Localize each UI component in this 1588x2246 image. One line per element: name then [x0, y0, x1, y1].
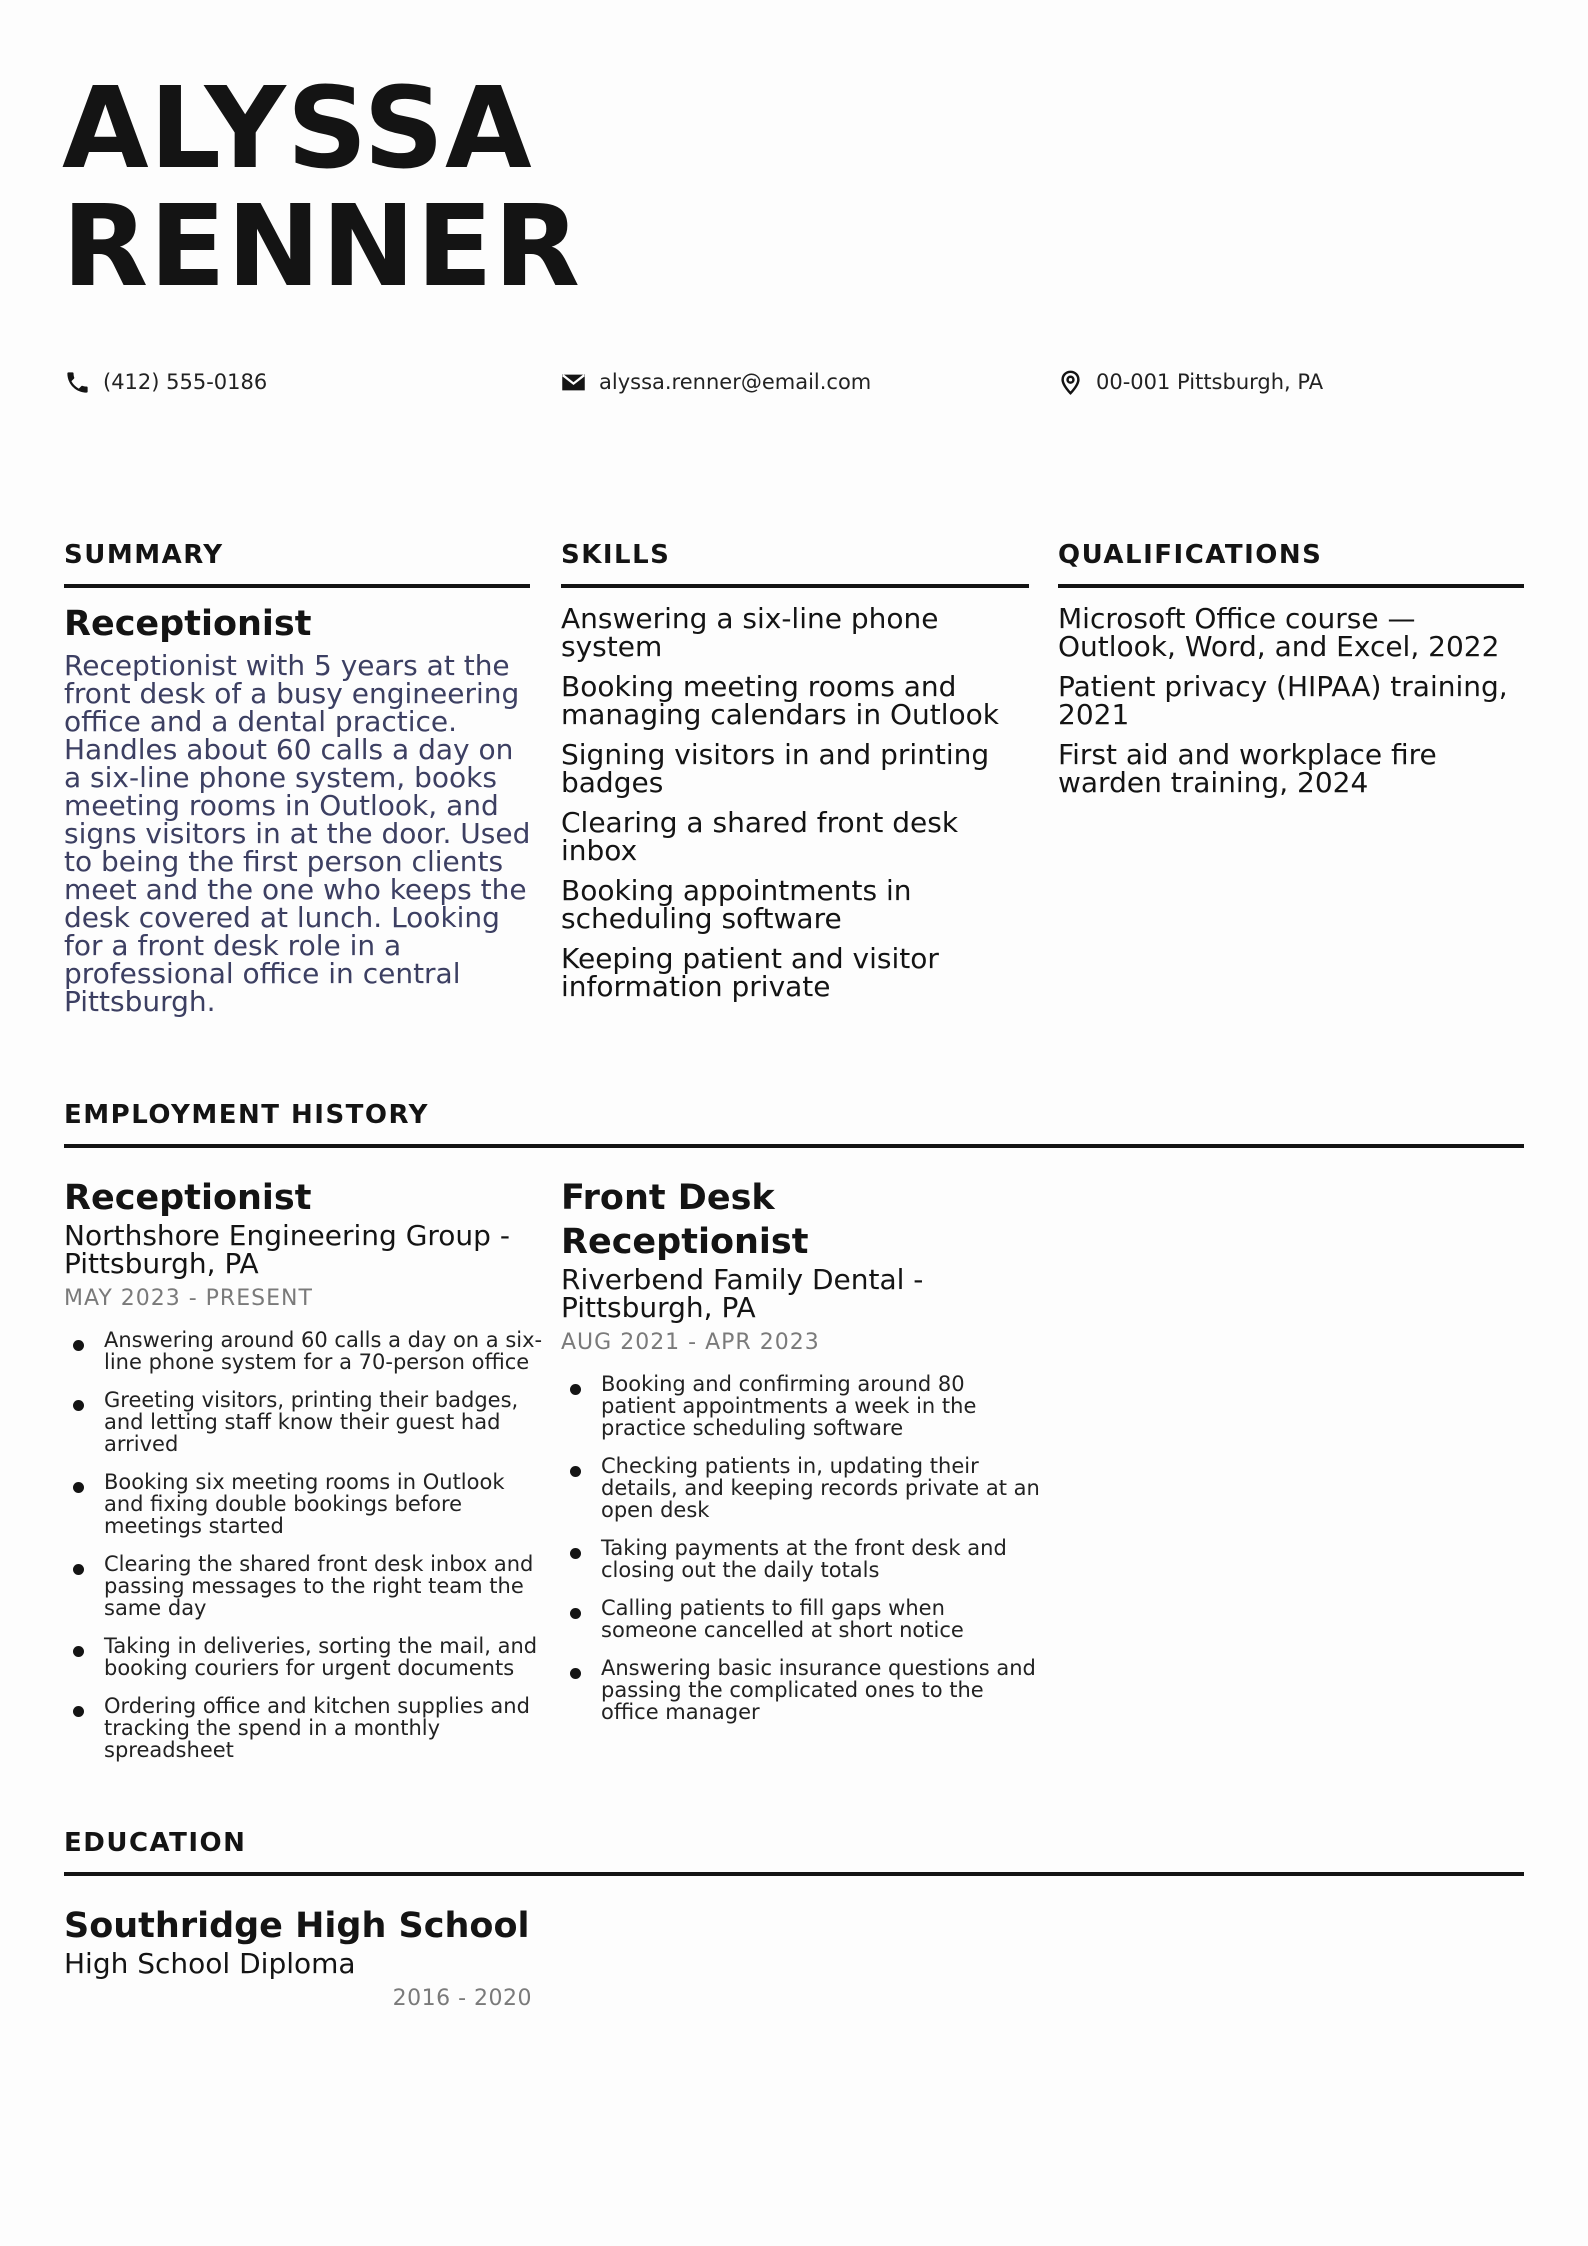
envelope-icon [560, 369, 587, 396]
job-dates: AUG 2021 - APR 2023 [561, 1330, 820, 1355]
job-entry [64, 1176, 543, 1777]
qualifications-heading: QUALIFICATIONS [1058, 540, 1323, 570]
skill-item: Signing visitors in and printing badges [561, 738, 990, 799]
employment-section [64, 1100, 1524, 1148]
last-name: RENNER [62, 182, 581, 312]
job-bullets [561, 1372, 1040, 1724]
summary-heading: SUMMARY [64, 540, 224, 570]
bullet-text: Clearing the shared front desk inbox and passing messages to the right team the same day [104, 1552, 534, 1620]
location-text: 00-001 Pittsburgh, PA [1096, 370, 1324, 394]
qualification-item: Patient privacy (HIPAA) training, 2021 [1058, 670, 1508, 731]
bullet-dot [73, 1646, 84, 1657]
skill-item: Booking meeting rooms and managing calendars in Outlook [561, 670, 999, 731]
bullet-dot [73, 1564, 84, 1575]
education-entry [64, 1904, 534, 2011]
bullet-text: Ordering office and kitchen supplies and tracking the spend in a monthly spreadsheet [104, 1694, 530, 1762]
job-entry [561, 1176, 1040, 1739]
degree: High School Diploma [64, 1947, 356, 1980]
job-bullet [64, 1553, 544, 1619]
job-bullet [561, 1537, 1041, 1581]
job-company: Riverbend Family Dental - Pittsburgh, PA [561, 1263, 924, 1324]
summary-title: Receptionist [64, 604, 312, 644]
contact-location [1057, 367, 1323, 397]
bullet-text: Answering basic insurance questions and passing the complicated ones to the office manager [601, 1656, 1036, 1724]
job-bullet [561, 1657, 1041, 1723]
bullet-dot [570, 1668, 581, 1679]
qualifications-section [1058, 540, 1524, 809]
skills-heading: SKILLS [561, 540, 671, 570]
education-divider [64, 1872, 1524, 1876]
job-bullet [64, 1471, 544, 1537]
phone-text: (412) 555-0186 [103, 370, 268, 394]
job-title: Receptionist [64, 1178, 312, 1218]
email-text: alyssa.renner@email.com [599, 370, 872, 394]
bullet-dot [570, 1466, 581, 1477]
skill-item: Keeping patient and visitor information private [561, 942, 939, 1003]
bullet-text: Booking six meeting rooms in Outlook and fixing double bookings before meetings started [104, 1470, 505, 1538]
bullet-dot [73, 1706, 84, 1717]
bullet-text: Calling patients to fill gaps when someone cancelled at short notice [601, 1596, 964, 1642]
bullet-text: Greeting visitors, printing their badges, and letting staff know their guest had arrived [104, 1388, 519, 1456]
education-dates: 2016 - 2020 [392, 1986, 532, 2011]
summary-section [64, 540, 530, 1016]
summary-divider [64, 584, 530, 588]
skill-item: Answering a six-line phone system [561, 602, 939, 663]
qualifications-divider [1058, 584, 1524, 588]
job-title: Front Desk Receptionist [561, 1178, 809, 1262]
job-bullets [64, 1328, 543, 1762]
bullet-text: Taking payments at the front desk and closing out the daily totals [601, 1536, 1007, 1582]
bullet-dot [570, 1384, 581, 1395]
bullet-text: Taking in deliveries, sorting the mail, and booking couriers for urgent documents [104, 1634, 538, 1680]
summary-text: Receptionist with 5 years at the front desk of a busy engineering office and a dental practice. Handles about 60 calls a day on a six-line phone system, books meeting rooms in Outlook, and signs visitors in at the door. Used to being the first person clients meet and the one who keeps the desk covered at lunch. Looking for a front desk role in a professional office in central Pittsburgh. [64, 649, 531, 1018]
bullet-text: Booking and confirming around 80 patient appointments a week in the practice scheduling software [601, 1372, 977, 1440]
job-bullet [561, 1455, 1041, 1521]
job-dates: MAY 2023 - PRESENT [64, 1286, 313, 1311]
first-name: ALYSSA [62, 64, 533, 194]
map-pin-icon [1057, 369, 1084, 396]
education-section [64, 1828, 1524, 1876]
bullet-dot [73, 1400, 84, 1411]
employment-heading: EMPLOYMENT HISTORY [64, 1100, 429, 1130]
bullet-dot [73, 1482, 84, 1493]
qualifications-list [1058, 602, 1524, 799]
phone-icon [64, 369, 91, 396]
bullet-text: Answering around 60 calls a day on a six-line phone system for a 70-person office [104, 1328, 543, 1374]
skills-list [561, 602, 1029, 1003]
bullet-text: Checking patients in, updating their details, and keeping records private at an open desk [601, 1454, 1040, 1522]
job-bullet [561, 1373, 1041, 1439]
job-bullet [64, 1389, 544, 1455]
skill-item: Booking appointments in scheduling software [561, 874, 912, 935]
job-bullet [64, 1695, 544, 1761]
skill-item: Clearing a shared front desk inbox [561, 806, 959, 867]
employment-divider [64, 1144, 1524, 1148]
qualification-item: First aid and workplace fire warden training, 2024 [1058, 738, 1437, 799]
qualification-item: Microsoft Office course — Outlook, Word, and Excel, 2022 [1058, 602, 1500, 663]
contact-email [560, 367, 871, 397]
job-bullet [64, 1635, 544, 1679]
school-name: Southridge High School [64, 1906, 530, 1946]
bullet-dot [570, 1608, 581, 1619]
skills-divider [561, 584, 1029, 588]
bullet-dot [570, 1548, 581, 1559]
contact-phone [64, 367, 267, 397]
bullet-dot [73, 1340, 84, 1351]
job-bullet [64, 1329, 544, 1373]
job-bullet [561, 1597, 1041, 1641]
skills-section [561, 540, 1029, 1013]
job-company: Northshore Engineering Group - Pittsburgh, PA [64, 1219, 510, 1280]
education-heading: EDUCATION [64, 1828, 247, 1858]
